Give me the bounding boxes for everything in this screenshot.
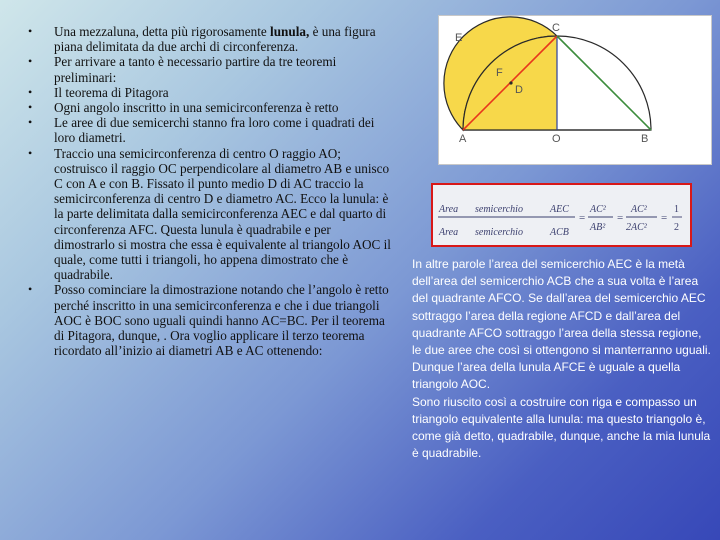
bullet-text: Le aree di due semicerchi stanno fra loro come i quadrati dei loro diametri. [54, 115, 375, 146]
formula-box [431, 183, 692, 247]
formula-eq-1: = [579, 212, 586, 224]
formula-word-1: semicerchio [475, 204, 523, 215]
bullet-text: Il teorema di Pitagora [54, 84, 169, 100]
label-e: E [455, 32, 463, 44]
formula-word-2: semicerchio [475, 227, 523, 238]
formula-frac3-den: 2 [674, 222, 679, 233]
bullet-item [28, 54, 393, 84]
bullet-list [28, 24, 393, 358]
bullet-text: Una mezzaluna, detta più rigorosamente [54, 24, 271, 39]
bullet-text: Per arrivare a tanto è necessario partire da tre teoremi preliminari: [54, 54, 337, 85]
label-d: D [515, 84, 523, 96]
formula-eq-3: = [661, 212, 668, 224]
bold-term: lunula, [270, 24, 310, 39]
bullet-text: Traccio una semicirconferenza di centro O raggio AO; costruisco il raggio OC perpendicolare al diametro AB e unisco C con A e con B. Fissato il punto medio D di AC traccio la semicirconferenza di centro D e diametro AC. Ecco la lunula: è la parte delimitata dalla semicirconferenza AEC e dal quarto di circonferenza AFC. Questa lunula è quadrabile e per dimostrarlo si mostra che essa è equivalente al triangolo AOC il quale, come tutti i triangoli, ho appena dimostrato che è quadrabile. [54, 145, 391, 283]
point-d [509, 81, 512, 84]
label-b: B [641, 133, 649, 145]
label-o: O [552, 133, 561, 145]
formula-frac1-den: AB² [590, 222, 606, 233]
bullet-text: Ogni angolo inscritto in una semicirconferenza è retto [54, 100, 339, 116]
bullet-item [28, 24, 393, 54]
bullet-text: è una figura piana delimitata da due archi di circonferenza. [54, 24, 376, 55]
lunula-figure [438, 15, 712, 165]
area-ratio-formula [433, 185, 690, 245]
formula-frac1-num: AC² [590, 204, 606, 215]
bullet-item [28, 146, 393, 283]
bullet-item [28, 85, 393, 100]
formula-eq-2: = [617, 212, 624, 224]
label-c: C [552, 22, 560, 34]
formula-frac2-den: 2AC² [626, 222, 647, 233]
formula-name-2: ACB [550, 227, 569, 238]
formula-frac2-num: AC² [631, 204, 647, 215]
formula-area-1: Area [439, 204, 459, 215]
bullet-item [28, 115, 393, 145]
label-a: A [459, 133, 467, 145]
bullet-item [28, 282, 393, 358]
bullet-text: Posso cominciare la dimostrazione notando che l’angolo è retto perché inscritto in una semicirconferenza e che i due triangoli AOC è BOC sono uguali quindi hanno AC=BC. Per il teorema di Pitagora, dunque, . Ora voglio applicare il terzo teorema ricordato all’inizio ai diametri AB e AC ottenendo: [54, 282, 389, 359]
formula-name-1: AEC [550, 204, 569, 215]
formula-area-2: Area [439, 227, 459, 238]
formula-frac3-num: 1 [674, 204, 679, 215]
bullet-item [28, 100, 393, 115]
lunula-diagram [439, 16, 711, 164]
label-f: F [496, 67, 503, 79]
side-explanation-text: In altre parole l’area del semicerchio AEC è la metà dell’area del semicerchio ACB che a sua volta è l’area del quadrante AFCO. Se dall’area del semicerchio AEC sottraggo l’area della regione AFCD e dall’area del quadrante AFCO sottraggo l’area della stessa regione, le due aree che così si ottengono si manterranno uguali. Dunque l’area della lunula AFCE è uguale a quella triangolo AOC. Sono riuscito così a costruire con riga e compasso un triangolo equivalente alla lunula: ma questo triangolo è, come già detto, quadrabile, dunque, anche la mia lunula è quadrabile. [412, 257, 711, 461]
